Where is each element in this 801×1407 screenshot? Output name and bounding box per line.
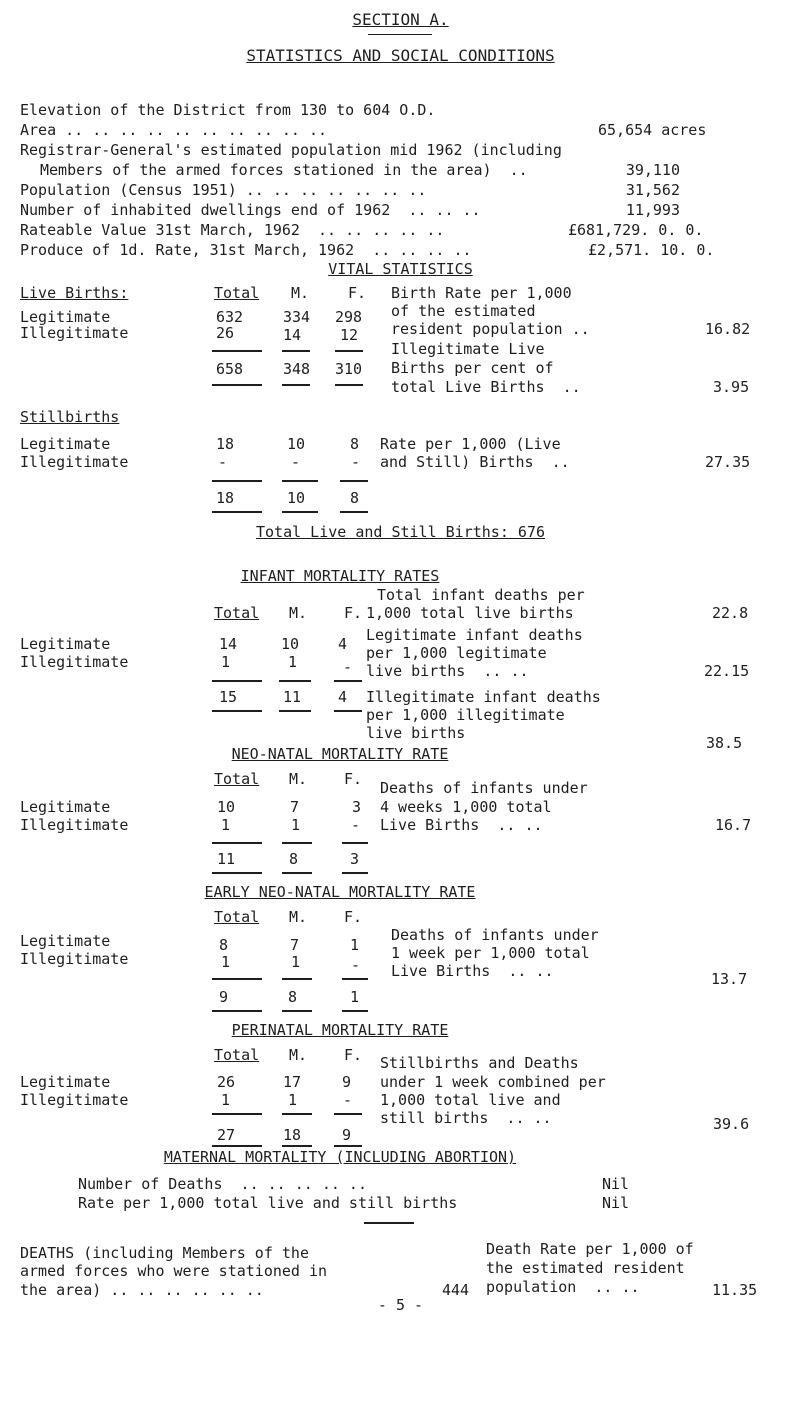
early-f-header: F. bbox=[344, 908, 363, 926]
perinatal-illegit-m: 1 bbox=[288, 1091, 298, 1109]
birth-rate-value: 16.82 bbox=[705, 320, 751, 338]
early-legit-total: 8 bbox=[219, 936, 229, 954]
area-label: Area .. .. .. .. .. .. .. .. .. .. bbox=[20, 121, 328, 139]
neonatal-rate-value: 16.7 bbox=[715, 816, 752, 834]
neonatal-rate-label-3: Live Births .. .. bbox=[380, 816, 543, 834]
neonatal-total-rule bbox=[212, 842, 262, 844]
early-rate-label-2: 1 week per 1,000 total bbox=[391, 944, 590, 962]
infant-total-rule bbox=[212, 680, 262, 682]
dwellings-label: Number of inhabited dwellings end of 1962 .. .. .. bbox=[20, 201, 481, 219]
early-illegit-label: Illegitimate bbox=[20, 950, 129, 968]
deaths-rate-label-2: the estimated resident bbox=[486, 1259, 685, 1277]
live-illegit-total: 26 bbox=[216, 324, 235, 342]
still-legit-total: 18 bbox=[216, 435, 235, 453]
population-value: 39,110 bbox=[625, 161, 680, 179]
rateable-label: Rateable Value 31st March, 1962 .. .. .. .. .. bbox=[20, 221, 445, 239]
perinatal-sum-total: 27 bbox=[217, 1126, 236, 1144]
infant-sum-m: 11 bbox=[283, 688, 302, 706]
live-births-heading: Live Births: bbox=[20, 284, 129, 302]
neonatal-total-header: Total bbox=[214, 770, 260, 788]
early-legit-label: Legitimate bbox=[20, 932, 111, 950]
perinatal-sum-f: 9 bbox=[342, 1126, 352, 1144]
live-legit-total: 632 bbox=[216, 308, 244, 326]
neonatal-rate-label-1: Deaths of infants under bbox=[380, 779, 588, 797]
deaths-rate-label-3: population .. .. bbox=[486, 1278, 640, 1296]
neonatal-sum-m: 8 bbox=[289, 850, 299, 868]
early-sum-f: 1 bbox=[350, 988, 360, 1006]
infant-rate2-label-3: live births .. .. bbox=[366, 662, 529, 680]
produce-label: Produce of 1d. Rate, 31st March, 1962 .. .. .. .. bbox=[20, 241, 472, 259]
perinatal-title: PERINATAL MORTALITY RATE bbox=[231, 1021, 449, 1039]
infant-illegit-m: 1 bbox=[288, 653, 298, 671]
infant-m-header: M. bbox=[289, 604, 308, 622]
neonatal-illegit-label: Illegitimate bbox=[20, 816, 129, 834]
infant-rate3-value: 38.5 bbox=[706, 734, 743, 752]
still-legit-label: Legitimate bbox=[20, 435, 111, 453]
early-m-header: M. bbox=[289, 908, 308, 926]
early-rate-value: 13.7 bbox=[711, 970, 748, 988]
deaths-value: 444 bbox=[442, 1281, 470, 1299]
population-line-2: Members of the armed forces stationed in the area) .. bbox=[40, 161, 528, 179]
live-legit-label: Legitimate bbox=[20, 308, 111, 326]
neonatal-rate-label-2: 4 weeks 1,000 total bbox=[380, 798, 552, 816]
live-m-rule bbox=[282, 350, 310, 352]
live-sum-f-rule bbox=[335, 384, 363, 386]
live-sum-m-rule bbox=[282, 384, 310, 386]
early-f-rule bbox=[342, 978, 368, 980]
deaths-rate-value: 11.35 bbox=[712, 1281, 758, 1299]
page-title: STATISTICS AND SOCIAL CONDITIONS bbox=[246, 46, 555, 65]
illegit-live-label-1: Illegitimate Live bbox=[391, 340, 545, 358]
birth-rate-label-1: Birth Rate per 1,000 bbox=[391, 284, 572, 302]
infant-rate3-label-2: per 1,000 illegitimate bbox=[366, 706, 565, 724]
neonatal-sum-m-rule bbox=[282, 872, 312, 874]
dwellings-value: 11,993 bbox=[625, 201, 680, 219]
total-live-still-births: Total Live and Still Births: 676 bbox=[256, 523, 545, 541]
early-sum-total: 9 bbox=[219, 988, 229, 1006]
section-heading: SECTION A. bbox=[352, 10, 449, 29]
infant-legit-f: 4 bbox=[338, 635, 348, 653]
live-births-total-header: Total bbox=[214, 284, 260, 302]
deaths-rate-label-1: Death Rate per 1,000 of bbox=[486, 1240, 694, 1258]
still-sum-f: 8 bbox=[350, 489, 360, 507]
early-legit-m: 7 bbox=[290, 936, 300, 954]
infant-illegit-total: 1 bbox=[221, 653, 231, 671]
still-rate-label-1: Rate per 1,000 (Live bbox=[380, 435, 561, 453]
early-sum-m-rule bbox=[282, 1010, 312, 1012]
early-total-header: Total bbox=[214, 908, 260, 926]
population-line-1: Registrar-General's estimated population mid 1962 (including bbox=[20, 141, 562, 159]
census-label: Population (Census 1951) .. .. .. .. .. .. .. bbox=[20, 181, 427, 199]
deaths-label-2: armed forces who were stationed in bbox=[20, 1262, 328, 1280]
still-legit-m: 10 bbox=[287, 435, 306, 453]
neonatal-m-header: M. bbox=[289, 770, 308, 788]
perinatal-illegit-f: - bbox=[343, 1091, 353, 1109]
early-illegit-total: 1 bbox=[221, 953, 231, 971]
neonatal-sum-f-rule bbox=[342, 872, 368, 874]
vital-statistics-title: VITAL STATISTICS bbox=[328, 260, 473, 278]
early-illegit-f: - bbox=[351, 956, 361, 974]
illegit-live-value: 3.95 bbox=[713, 378, 750, 396]
neonatal-legit-f: 3 bbox=[352, 798, 362, 816]
maternal-separator-rule bbox=[364, 1222, 414, 1224]
still-illegit-m: - bbox=[291, 453, 301, 471]
perinatal-sum-f-rule bbox=[334, 1145, 362, 1147]
early-legit-f: 1 bbox=[350, 936, 360, 954]
early-sum-total-rule bbox=[212, 1010, 262, 1012]
infant-sum-total: 15 bbox=[219, 688, 238, 706]
infant-illegit-f: - bbox=[343, 658, 353, 676]
infant-rate3-label-1: Illegitimate infant deaths bbox=[366, 688, 601, 706]
neonatal-legit-label: Legitimate bbox=[20, 798, 111, 816]
early-total-rule bbox=[212, 978, 262, 980]
produce-value: £2,571. 10. 0. bbox=[588, 241, 715, 259]
maternal-mortality-title: MATERNAL MORTALITY (INCLUDING ABORTION) bbox=[163, 1148, 517, 1166]
perinatal-legit-m: 17 bbox=[283, 1073, 302, 1091]
perinatal-legit-label: Legitimate bbox=[20, 1073, 111, 1091]
still-sum-m-rule bbox=[282, 511, 318, 513]
infant-sum-f-rule bbox=[334, 710, 362, 712]
perinatal-rate-label-1: Stillbirths and Deaths bbox=[380, 1054, 579, 1072]
neonatal-sum-total: 11 bbox=[217, 850, 236, 868]
early-illegit-m: 1 bbox=[291, 953, 301, 971]
perinatal-rate-value: 39.6 bbox=[713, 1115, 750, 1133]
infant-rate2-value: 22.15 bbox=[704, 662, 750, 680]
perinatal-rate-label-4: still births .. .. bbox=[380, 1109, 552, 1127]
maternal-deaths-label: Number of Deaths .. .. .. .. .. bbox=[78, 1175, 367, 1193]
early-sum-f-rule bbox=[342, 1010, 368, 1012]
perinatal-sum-total-rule bbox=[212, 1145, 262, 1147]
still-rate-value: 27.35 bbox=[705, 453, 751, 471]
perinatal-sum-m: 18 bbox=[283, 1126, 302, 1144]
live-sum-m: 348 bbox=[283, 360, 311, 378]
perinatal-rate-label-2: under 1 week combined per bbox=[380, 1073, 606, 1091]
still-f-rule bbox=[340, 480, 368, 482]
early-m-rule bbox=[282, 978, 312, 980]
infant-legit-label: Legitimate bbox=[20, 635, 111, 653]
maternal-rate-label: Rate per 1,000 total live and still births bbox=[78, 1194, 458, 1212]
early-rate-label-3: Live Births .. .. bbox=[391, 962, 554, 980]
live-illegit-m: 14 bbox=[283, 326, 302, 344]
infant-sum-m-rule bbox=[279, 710, 311, 712]
infant-f-header: F. bbox=[344, 604, 363, 622]
page-number: - 5 - bbox=[377, 1296, 424, 1314]
infant-m-rule bbox=[279, 680, 311, 682]
stillbirths-heading: Stillbirths bbox=[20, 408, 120, 426]
live-births-f-header: F. bbox=[348, 284, 367, 302]
live-total-rule bbox=[212, 350, 262, 352]
neonatal-sum-total-rule bbox=[212, 872, 262, 874]
census-value: 31,562 bbox=[625, 181, 680, 199]
still-illegit-label: Illegitimate bbox=[20, 453, 129, 471]
infant-illegit-label: Illegitimate bbox=[20, 653, 129, 671]
neonatal-legit-m: 7 bbox=[290, 798, 300, 816]
infant-sum-total-rule bbox=[212, 710, 262, 712]
early-sum-m: 8 bbox=[288, 988, 298, 1006]
perinatal-m-header: M. bbox=[289, 1046, 308, 1064]
live-f-rule bbox=[335, 350, 363, 352]
elevation-line: Elevation of the District from 130 to 604 O.D. bbox=[20, 101, 436, 119]
illegit-live-label-3: total Live Births .. bbox=[391, 378, 581, 396]
still-sum-total-rule bbox=[212, 511, 262, 513]
live-births-m-header: M. bbox=[291, 284, 310, 302]
infant-rate2-label-2: per 1,000 legitimate bbox=[366, 644, 547, 662]
neonatal-sum-f: 3 bbox=[350, 850, 360, 868]
perinatal-legit-total: 26 bbox=[217, 1073, 236, 1091]
maternal-deaths-value: Nil bbox=[602, 1175, 630, 1193]
section-underline-double bbox=[368, 34, 432, 35]
live-sum-total-rule bbox=[212, 384, 262, 386]
live-illegit-label: Illegitimate bbox=[20, 324, 129, 342]
perinatal-rate-label-3: 1,000 total live and bbox=[380, 1091, 561, 1109]
illegit-live-label-2: Births per cent of bbox=[391, 359, 554, 377]
perinatal-legit-f: 9 bbox=[342, 1073, 352, 1091]
infant-rate1-value: 22.8 bbox=[712, 604, 749, 622]
neonatal-f-rule bbox=[342, 842, 368, 844]
area-value: 65,654 acres bbox=[598, 121, 707, 139]
neonatal-illegit-f: - bbox=[351, 816, 361, 834]
live-sum-total: 658 bbox=[216, 360, 244, 378]
still-illegit-f: - bbox=[351, 453, 361, 471]
early-neonatal-title: EARLY NEO-NATAL MORTALITY RATE bbox=[204, 883, 476, 901]
neonatal-f-header: F. bbox=[344, 770, 363, 788]
perinatal-f-rule bbox=[334, 1113, 362, 1115]
maternal-rate-value: Nil bbox=[602, 1194, 630, 1212]
neonatal-illegit-total: 1 bbox=[221, 816, 231, 834]
perinatal-total-rule bbox=[212, 1113, 262, 1115]
still-total-rule bbox=[212, 480, 262, 482]
perinatal-illegit-total: 1 bbox=[221, 1091, 231, 1109]
infant-f-rule bbox=[334, 680, 362, 682]
live-sum-f: 310 bbox=[335, 360, 363, 378]
still-sum-f-rule bbox=[340, 511, 368, 513]
rateable-value: £681,729. 0. 0. bbox=[568, 221, 704, 239]
perinatal-sum-m-rule bbox=[282, 1145, 312, 1147]
birth-rate-label-2: of the estimated bbox=[391, 302, 536, 320]
perinatal-illegit-label: Illegitimate bbox=[20, 1091, 129, 1109]
infant-rate1-label-1: Total infant deaths per bbox=[377, 586, 585, 604]
infant-legit-m: 10 bbox=[281, 635, 300, 653]
neonatal-title: NEO-NATAL MORTALITY RATE bbox=[231, 745, 449, 763]
infant-rate1-label-2: 1,000 total live births bbox=[366, 604, 574, 622]
live-legit-m: 334 bbox=[283, 308, 311, 326]
still-legit-f: 8 bbox=[350, 435, 360, 453]
neonatal-illegit-m: 1 bbox=[291, 816, 301, 834]
infant-mortality-title: INFANT MORTALITY RATES bbox=[240, 567, 440, 585]
still-sum-total: 18 bbox=[216, 489, 235, 507]
perinatal-total-header: Total bbox=[214, 1046, 260, 1064]
early-rate-label-1: Deaths of infants under bbox=[391, 926, 599, 944]
perinatal-f-header: F. bbox=[344, 1046, 363, 1064]
neonatal-legit-total: 10 bbox=[217, 798, 236, 816]
deaths-label-1: DEATHS (including Members of the bbox=[20, 1244, 309, 1262]
infant-rate2-label-1: Legitimate infant deaths bbox=[366, 626, 583, 644]
live-legit-f: 298 bbox=[335, 308, 363, 326]
infant-total-header: Total bbox=[214, 604, 260, 622]
infant-sum-f: 4 bbox=[338, 688, 348, 706]
birth-rate-label-3: resident population .. bbox=[391, 320, 590, 338]
still-sum-m: 10 bbox=[287, 489, 306, 507]
live-illegit-f: 12 bbox=[340, 326, 359, 344]
still-m-rule bbox=[282, 480, 318, 482]
deaths-label-3: the area) .. .. .. .. .. .. bbox=[20, 1281, 264, 1299]
still-illegit-total: - bbox=[218, 453, 228, 471]
neonatal-m-rule bbox=[282, 842, 312, 844]
perinatal-m-rule bbox=[282, 1113, 312, 1115]
still-rate-label-2: and Still) Births .. bbox=[380, 453, 570, 471]
infant-legit-total: 14 bbox=[219, 635, 238, 653]
infant-rate3-label-3: live births bbox=[366, 724, 466, 742]
